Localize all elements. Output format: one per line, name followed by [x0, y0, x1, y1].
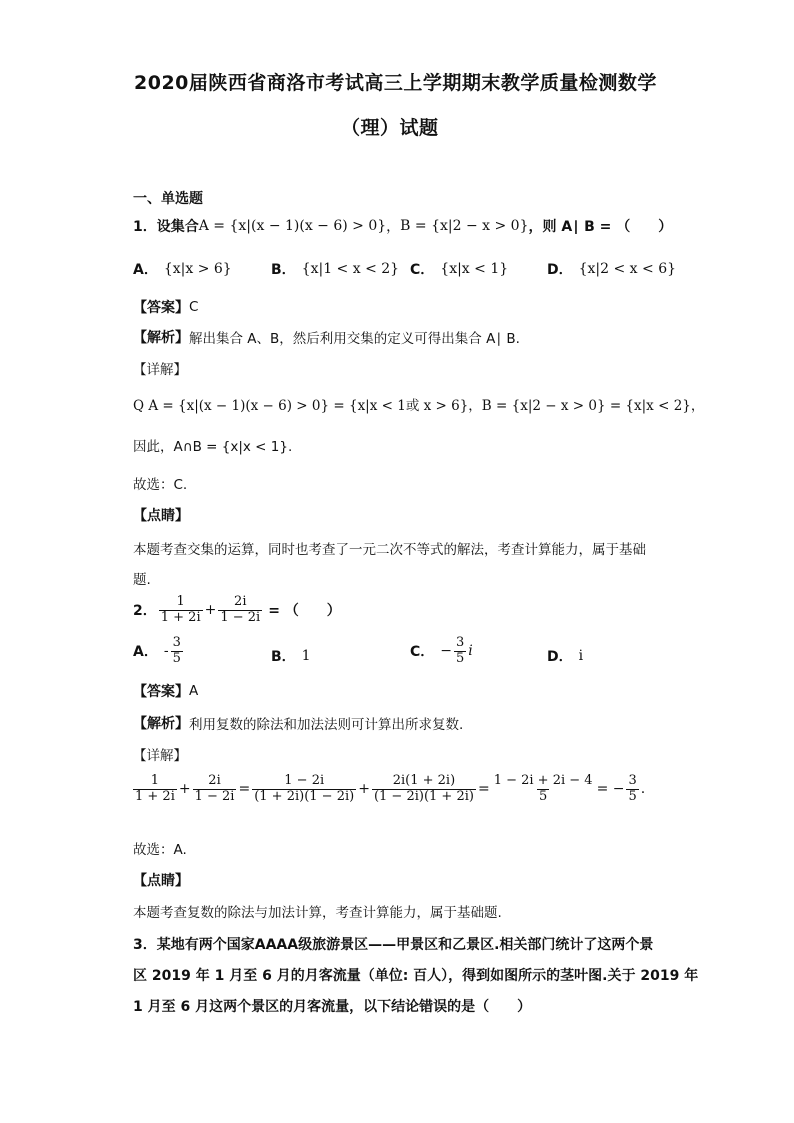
eq-fraction-c: [252, 774, 356, 805]
question-3-line1: 3．某地有两个国家AAAA级旅游景区——甲景区和乙景区.相关部门统计了这两个景: [133, 937, 654, 953]
q2-answer: [133, 681, 198, 701]
answer-value: C: [189, 299, 199, 315]
option-label: C．: [410, 644, 435, 661]
fraction-numerator: 2i(1 + 2i): [392, 773, 456, 788]
fraction-numerator: 1 − 2i: [284, 773, 325, 788]
fraction-numerator: 1 − 2i + 2i − 4: [493, 773, 593, 788]
option-label: C．: [410, 262, 435, 278]
q2-detail-tag: 【详解】: [133, 748, 187, 764]
q1-detail-tag: 【详解】: [133, 362, 187, 378]
set-a-expression: A = {x|(x − 1)(x − 6) > 0}: [198, 218, 387, 234]
answer-value: A: [189, 683, 199, 699]
fraction-denominator: 1 + 2i: [160, 609, 201, 625]
fraction-denominator: 5: [172, 650, 181, 666]
fraction-denominator: 5: [628, 788, 637, 804]
q1-option-c[interactable]: [410, 259, 508, 279]
option-label: B．: [271, 262, 296, 278]
analysis-tag: 【解析】: [133, 330, 189, 346]
option-text: {x|x < 1}: [440, 261, 509, 277]
fraction-denominator: 1 − 2i: [220, 609, 261, 625]
fraction-denominator: 5: [456, 650, 465, 666]
analysis-text: 利用复数的除法和加法法则可计算出所求复数.: [189, 717, 464, 733]
q2-analysis: [133, 713, 463, 733]
fraction-denominator: 1 + 2i: [135, 788, 175, 804]
q1-answer: [133, 297, 198, 317]
fraction-numerator: 1: [150, 773, 160, 788]
option-label: A．: [133, 644, 158, 661]
q2-option-b[interactable]: [271, 646, 311, 666]
eq-fraction-b: [193, 774, 237, 805]
eq-fraction-d: [372, 774, 476, 805]
separator: ，: [386, 219, 401, 235]
q1-comment-line2: 题.: [133, 572, 151, 588]
option-label: D．: [547, 262, 573, 278]
q2-choose: 故选：A.: [133, 842, 187, 858]
q1-option-a[interactable]: [133, 259, 232, 279]
q2-comment: 本题考查复数的除法与加法计算，考查计算能力，属于基础题.: [133, 905, 502, 921]
q2-equation: $\frac{1}{1 + 2i}$ + $\frac{2i}{1 - 2i}$ = $\frac{1 - 2i}{(1 + 2i)(1 - 2i)}$ + $\frac{2i(1 + 2i)}{(1 - 2i)(1 + 2i)}$ = $\frac{1 - 2i + 2i - 4}{5}$ = − $\frac{3}{5}$ .: [135, 773, 646, 804]
option-suffix: i: [468, 643, 473, 660]
question-1-number: 1．设集合: [133, 219, 199, 235]
q1-comment-line1: 本题考查交集的运算，同时也考查了一元二次不等式的解法，考查计算能力，属于基础: [133, 542, 646, 558]
option-text: {x|x > 6}: [163, 261, 232, 277]
option-text: i: [578, 648, 584, 664]
section-heading: 一、单选题: [133, 191, 203, 207]
fraction-numerator: 3: [628, 773, 637, 788]
answer-tag: 【答案】: [133, 684, 189, 700]
option-prefix: -: [163, 643, 169, 660]
q2-option-a[interactable]: [133, 636, 185, 667]
option-fraction: [454, 636, 466, 667]
fraction-numerator: 3: [172, 635, 181, 650]
q1-comment-tag: 【点睛】: [133, 508, 189, 524]
fraction-numerator: 3: [456, 635, 465, 650]
eq-fraction-a: [133, 774, 177, 805]
q2-comment-tag: 【点睛】: [133, 873, 189, 889]
option-label: B．: [271, 649, 296, 665]
option-text: {x|2 < x < 6}: [578, 261, 677, 277]
question-2-suffix: = （ ）: [268, 603, 341, 620]
analysis-tag: 【解析】: [133, 716, 189, 732]
plus-sign: +: [204, 602, 217, 619]
fraction-denominator: (1 + 2i)(1 − 2i): [254, 788, 355, 804]
q2-option-d[interactable]: [547, 646, 583, 666]
q1-analysis: [133, 327, 520, 347]
analysis-text: 解出集合 A、B，然后利用交集的定义可得出集合 A∣ B.: [189, 331, 520, 347]
fraction-2: [218, 595, 262, 626]
answer-tag: 【答案】: [133, 300, 189, 316]
option-fraction: [171, 636, 183, 667]
fraction-denominator: 1 − 2i: [194, 788, 235, 804]
option-prefix: −: [440, 643, 453, 660]
set-b-expression: B = {x|2 − x > 0}: [400, 218, 529, 234]
fraction-denominator: (1 − 2i)(1 + 2i): [373, 788, 474, 804]
q2-option-c[interactable]: [410, 636, 473, 667]
option-text: {x|1 < x < 2}: [301, 261, 400, 277]
fraction-numerator: 2i: [234, 594, 247, 609]
fraction-numerator: 2i: [208, 773, 221, 788]
question-1-stem: [133, 216, 672, 236]
q1-choose: 故选：C.: [133, 477, 188, 493]
option-label: D．: [547, 649, 573, 665]
option-label: A．: [133, 262, 158, 278]
question-3-line2: 区 2019 年 1 月至 6 月的月客流量（单位: 百人），得到如图所示的茎叶图.关于 2019 年: [133, 968, 699, 984]
eq-fraction-e: [492, 774, 595, 805]
page-title-line2: （理）试题: [341, 117, 439, 139]
option-text: 1: [301, 648, 311, 664]
question-2-stem: [133, 595, 341, 626]
q1-option-b[interactable]: [271, 259, 399, 279]
fraction-denominator: 5: [538, 788, 548, 804]
q1-option-d[interactable]: [547, 259, 676, 279]
eq-fraction-f: [626, 774, 638, 805]
question-3-line3: 1 月至 6 月这两个景区的月客流量，以下结论错误的是（ ）: [133, 999, 532, 1015]
fraction-1: [159, 595, 203, 626]
page-title-line1: 2020届陕西省商洛市考试高三上学期期末教学质量检测数学: [134, 72, 657, 94]
q1-detail-line1: Q A = {x|(x − 1)(x − 6) > 0} = {x|x < 1或 x > 6}，B = {x|2 − x > 0} = {x|x < 2}，: [133, 398, 705, 414]
q1-detail-line2: 因此，A∩B = {x|x < 1}.: [133, 439, 293, 455]
question-1-suffix: ，则 A∣ B = （ ）: [528, 219, 673, 235]
question-2-number: 2．: [133, 603, 157, 620]
fraction-numerator: 1: [176, 594, 185, 609]
